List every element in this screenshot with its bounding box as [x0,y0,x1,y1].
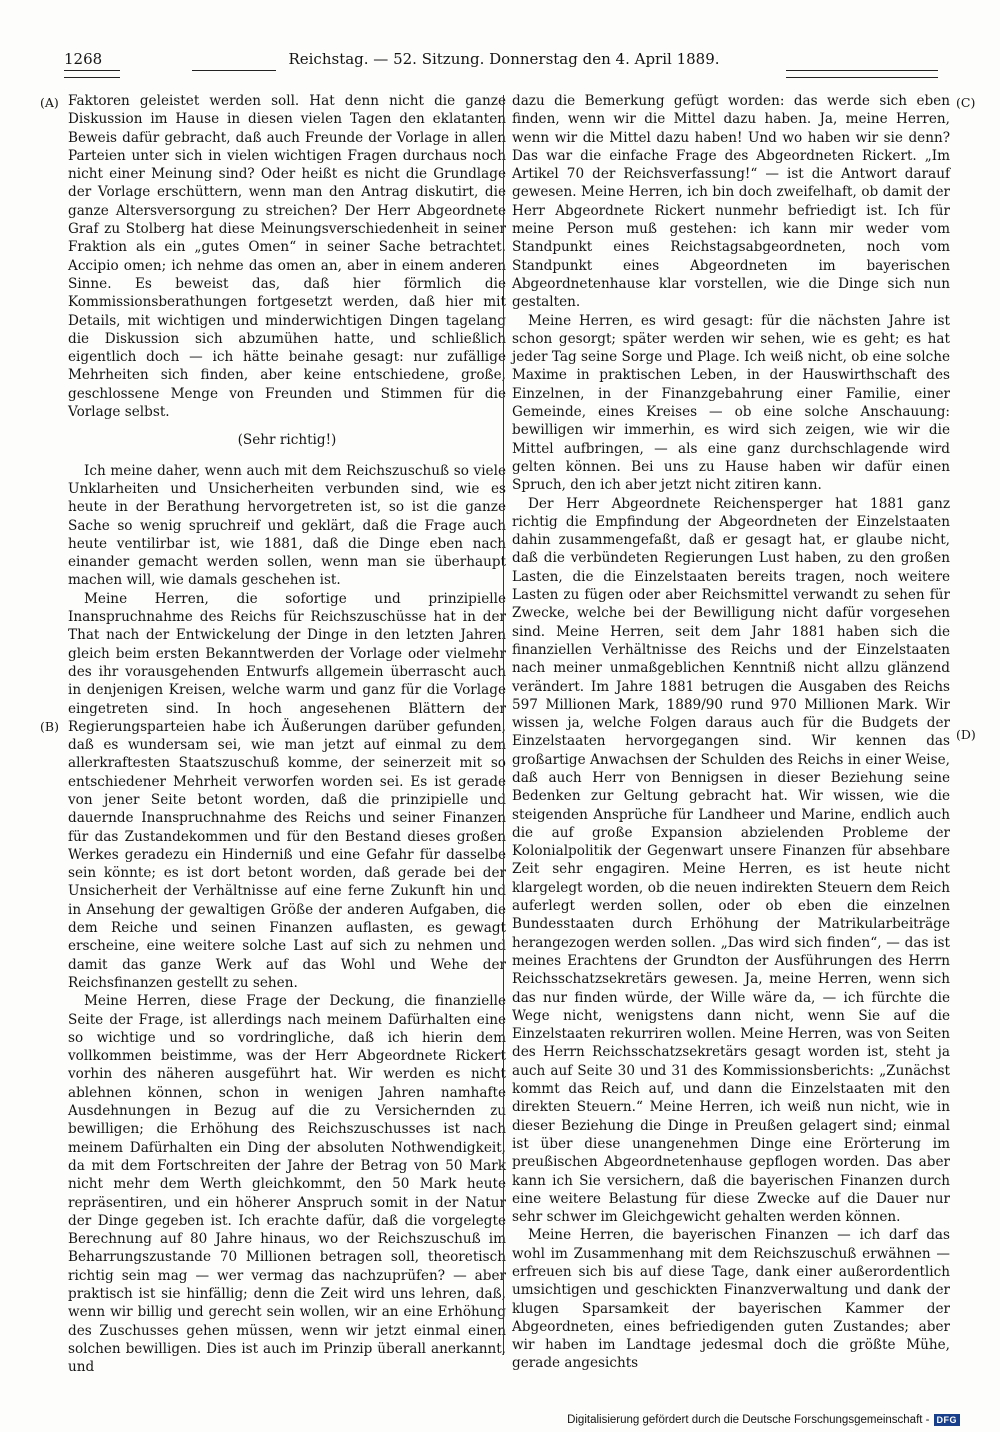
digitization-credit [567,1414,960,1426]
paragraph: Meine Herren, die sofortige und prinzipielle Inanspruchnahme des Reichs für Reichszuschüsse hat in der That nach der Entwickelung der Dinge in den letzten Jahren gleich beim ersten Bekanntwerden der Vorlage oder vielmehr des ihr vorausgehenden Entwurfs allgemein überrascht auch in denjenigen Kreisen, welche warm und ganz für die Vorlage eingetreten sind. In hoch angesehenen Blättern der Regierungsparteien habe ich Äußerungen darüber gefunden, daß es wundersam sei, wie man jetzt auf einmal zu dem allerkraftesten Staatszuschuß komme, der seinerzeit mit so entschiedener Mehrheit verworfen worden sei. Es ist gerade von jener Seite betont worden, daß die prinzipielle und dauernde Inanspruchnahme des Reichs und seiner Finanzen für das Zustandekommen und für den Bestand dieses großen Werkes geradezu ein Hinderniß und eine Gefahr für dasselbe sein könnte; es ist dort betont worden, daß gerade bei der Unsicherheit der Verhältnisse auf eine ferne Zukunft hin und in Ansehung der gewaltigen Größe der anderen Aufgaben, die dem Reiche und seinen Finanzen auflasten, es gewagt erscheine, eine weitere solche Last auf sich zu nehmen und damit das ganze Werk auf das Wohl und Wehe der Reichsfinanzen gestellt zu sehen. [68,590,506,991]
audience-reaction: (Sehr richtig!) [237,432,337,449]
page-header [64,50,944,80]
header-rule [786,77,938,78]
dfg-logo: DFG [934,1414,961,1426]
page-number: 1268 [64,50,103,68]
left-column [68,92,506,1376]
paragraph: Meine Herren, es wird gesagt: für die nächsten Jahre ist schon gesorgt; später werden wir sehen, wie es geht; es hat jeder Tag seine Sorge und Plage. Ich weiß nicht, ob eine solche Maxime in praktischen Leben, in der Hauswirthschaft des Einzelnen, in der Finanzgebahrung einer Familie, einer Gemeinde, eines Kreises — ob eine solche Anschauung: bewilligen wir immerhin, es wird sich zeigen, wie wir die Mittel aufbringen, — als eine ganz durchschlagende wird gelten können. Bei uns zu Hause haben wir dafür einen Spruch, den ich aber jetzt nicht zitiren kann. [512,312,950,494]
paragraph: Meine Herren, diese Frage der Deckung, die finanzielle Seite der Frage, ist allerdings nach meinem Dafürhalten eine so wichtige und so vordringliche, daß ich hierin dem vollkommen beistimme, was der Herr Abgeordnete Rickert vorhin des näheren ausgeführt hat. Wir werden es nicht ablehnen können, schon in wenigen Jahren namhafte Ausdehnungen in Bezug auf die zu Versichernden zu bewilligen; die Erhöhung des Reichszuschusses ist nach meinem Dafürhalten ein Ding der absoluten Nothwendigkeit, da mit dem Fortschreiten der Jahre der Betrag von 50 Mark nicht mehr dem Werth gleichkommt, den 50 Mark heute repräsentiren, und ein höherer Anspruch somit in der Natur der Dinge gegeben ist. Ich erachte dafür, daß die vorgelegte Berechnung auf 80 Jahre hinaus, wo der Reichszuschuß im Beharrungszustande 70 Millionen betragen soll, theoretisch richtig sein mag — wer vermag das nachzuprüfen? — aber praktisch ist sie hinfällig; denn die Zeit wird uns lehren, daß, wenn wir billig und gerecht sein wollen, wir an eine Erhöhung des Zuschusses gehen müssen, wenn wir jetzt einmal einen solchen bewilligen. Dies ist auch im Prinzip überall anerkannt, und [68,993,506,1376]
margin-letter-a: (A) [40,95,59,110]
paragraph: Der Herr Abgeordnete Reichensperger hat 1881 ganz richtig die Empfindung der Abgeordneten der Einzelstaaten dahin zusammengefaßt, daß er gesagt hat, er glaube nicht, daß die verbündeten Regierungen Lust haben, zu den großen Lasten, die die Einzelstaaten bereits tragen, noch weitere Lasten zu fügen oder aber Reichsmittel verwandt zu sehen für Zwecke, welche bei der Bewilligung nicht dafür vorgesehen sind. Meine Herren, seit dem Jahr 1881 haben sich die finanziellen Verhältnisse des Reichs und der Einzelstaaten nach meiner unmaßgeblichen Kenntniß nicht allzu glänzend verändert. Im Jahre 1881 betrugen die Ausgaben des Reichs 597 Millionen Mark, 1889/90 rund 970 Millionen Mark. Wir wissen ja, welche Folgen daraus auch für die Budgets der Einzelstaaten hervorgegangen sind. Wir kennen das großartige Anwachsen der Schulden des Reichs in einer Weise, daß auch Herr von Bennigsen in dieser Beziehung seine Bedenken zur Geltung gebracht hat. Wir wissen, wie die steigenden Ansprüche für Landheer und Marine, endlich auch die auf große Expansion abzielenden Probleme der Kolonialpolitik der Gegenwart unsere Finanzen für absehbare Zeit sehr engagiren. Meine Herren, es ist heute nicht klargelegt worden, ob die neuen indirekten Steuern dem Reich auferlegt werden sollen, oder ob eben die einzelnen Bundesstaaten durch Erhöhung der Matrikularbeiträge herangezogen werden sollen. „Das wird sich finden“, — das ist meines Erachtens der Grundton der Ausführungen des Herrn Reichsschatzsekretärs gewesen. Ja, meine Herren, wenn sich das nur finden würde, der Wille wäre da, — ich fürchte die Wege nicht, wenigstens dann nicht, wenn Sie auf die Einzelstaaten rekurriren wollen. Meine Herren, was von Seiten des Herrn Reichsschatzsekretärs gesagt worden ist, steht ja auch auf Seite 30 und 31 des Kommissionsberichts: „Zunächst kommt das Reich auf, und dann die Einzelstaaten mit den direkten Steuern.“ Meine Herren, ich weiß nun nicht, wie in dieser Beziehung die Dinge in Preußen gelagert sind; einmal ist über diese unangenehmen Dinge eine Erörterung im preußischen Abgeordnetenhause gepflogen worden. Das aber kann ich Sie versichern, daß die bayerischen Finanzen durch eine weitere Belastung für diese Zwecke auf die Dauer nur sehr schwer im Gleichgewicht gehalten werden können. [512,495,950,1226]
credit-text: Digitalisierung gefördert durch die Deutsche Forschungsgemeinschaft - [567,1414,930,1426]
column-divider [503,95,504,1355]
margin-letter-b: (B) [40,719,59,734]
paragraph: Faktoren geleistet werden soll. Hat denn nicht die ganze Diskussion im Hause in diesen vielen Tagen den eklatanten Beweis dafür gebracht, daß auch Freunde der Vorlage in allen Parteien unter sich in vielen wichtigen Fragen durchaus noch nicht einer Meinung sind? Oder heißt es nicht die Grundlage der Vorlage erschüttern, wenn man den Antrag diskutirt, die ganze Altersversorgung zu streichen? Der Herr Abgeordnete Graf zu Stolberg hat diese Meinungsverschiedenheit in seiner Fraktion als ein „gutes Omen“ in seiner Sache betrachtet. Accipio omen; ich nehme das omen an, aber in einem anderen Sinne. Es beweist das, daß hier förmlich die Kommissionsberathungen fortgesetzt werden, daß hier mit Details, mit wichtigen und minderwichtigen Dingen tagelang die Diskussion sich abzumühen hatte, und schließlich eigentlich doch — ich hätte beinahe gesagt: nur zufällige Mehrheiten sich finden, aber keine entschiedene, große, geschlossene Menge von Freunden und Stimmen für die Vorlage selbst. [68,93,506,421]
header-rule [192,70,276,71]
paragraph: Meine Herren, die bayerischen Finanzen — ich darf das wohl im Zusammenhang mit dem Reichszuschuß erwähnen — erfreuen sich bis auf diese Tage, dank einer außerordentlich umsichtigen und geschickten Finanzverwaltung und dank der klugen Sparsamkeit der bayerischen Kammer der Abgeordneten, eines befriedigenden guten Zustandes; aber wir haben im Landtage jedesmal doch die größte Mühe, gerade angesichts [512,1227,950,1372]
header-rule [64,70,120,71]
margin-letter-d: (D) [956,727,976,742]
paragraph: dazu die Bemerkung gefügt worden: das werde sich eben finden, wenn wir die Mittel dazu haben. Ja, meine Herren, wenn wir die Mittel dazu haben! Und wo haben wir sie denn? Das war die einfache Frage des Abgeordneten Rickert. „Im Artikel 70 der Reichsverfassung!“ — ist die Antwort darauf gewesen. Meine Herren, ich bin doch zweifelhaft, ob damit der Herr Abgeordnete Rickert nunmehr befriedigt ist. Ich für meine Person muß gestehen: ich kann mir weder vom Standpunkt eines Reichstagsabgeordneten, noch vom Standpunkt eines Abgeordneten im bayerischen Abgeordnetenhause klar vorstellen, wie die Dinge sich nun gestalten. [512,93,950,311]
right-column [512,92,950,1373]
header-rule [64,77,120,78]
header-rule [786,70,938,71]
running-title: Reichstag. — 52. Sitzung. Donnerstag den 4. April 1889. [288,50,720,68]
paragraph: Ich meine daher, wenn auch mit dem Reichszuschuß so viele Unklarheiten und Unsicherheiten verbunden sind, wie es heute in der Berathung hervorgetreten ist, so ist die ganze Sache so wenig spruchreif und geklärt, daß die Frage auch heute ventilirbar ist, wie 1881, daß die Dinge eben nach einander gemacht werden sollen, wenn man sie überhaupt machen will, wie damals geschehen ist. [68,462,506,589]
margin-letter-c: (C) [956,95,976,110]
